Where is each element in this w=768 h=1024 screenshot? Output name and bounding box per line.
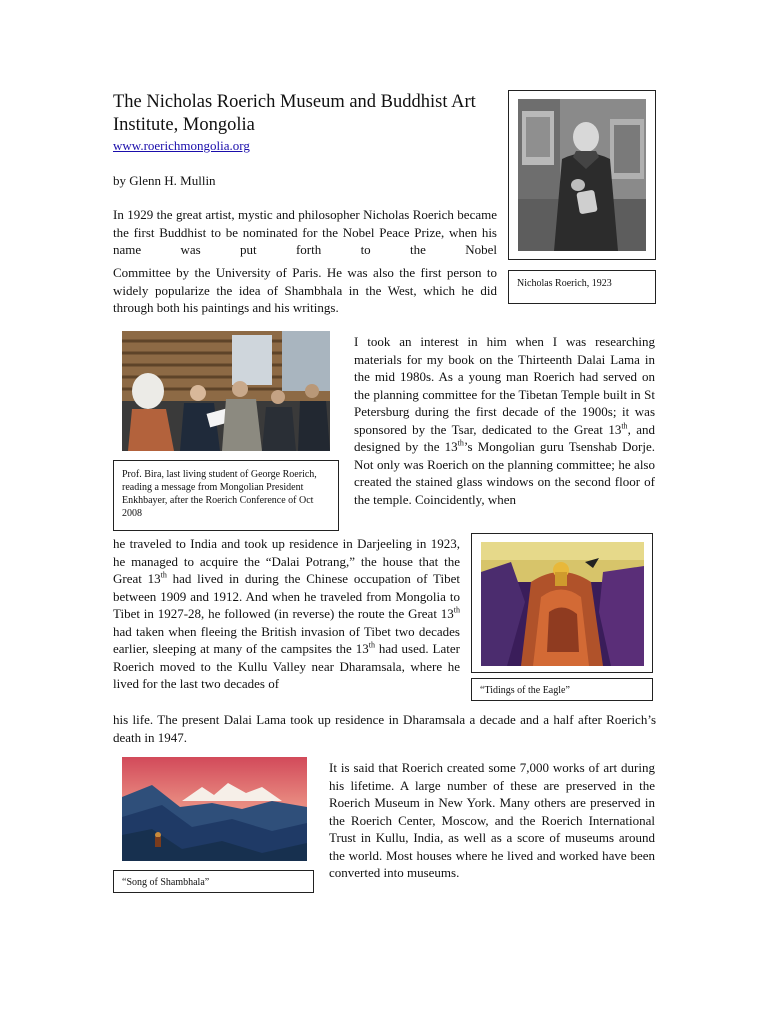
paragraph-interest-part-b: , and designed by the 13 (354, 421, 656, 454)
caption-bira-photo: Prof. Bira, last living student of George Roerich, reading a message from Mongolian President Enkhbayer, after the Roerich Conference of Oct 2008 (113, 460, 339, 531)
website-link[interactable]: www.roerichmongolia.org (113, 138, 250, 153)
paragraph-darjeeling-part-b: had lived in during the Chinese occupation of Tibet between 1909 and 1912. And when he traveled from Mongolia to Tibet in 1927-28, he followed (in reverse) the route the Great 13 (113, 571, 460, 621)
paragraph-interest-part-c: ’s Mongolian guru Tsenshab Dorje. Not only was Roerich on the planning committee; he also created the stained glass windows on the second floor of the temple. Coincidently, when (354, 439, 655, 507)
bira-group-image (122, 331, 330, 451)
superscript-th: th (457, 438, 464, 448)
superscript-th: th (453, 605, 460, 615)
caption-tidings: “Tidings of the Eagle” (471, 678, 653, 701)
bira-photo-frame (113, 324, 339, 456)
paragraph-darjeeling-part-c: had taken when fleeing the British invasion of Tibet two decades earlier, sleeping at many of the campsites the 13 (113, 623, 460, 656)
superscript-th: th (368, 640, 375, 650)
byline: by Glenn H. Mullin (113, 173, 216, 188)
caption-roerich-photo: Nicholas Roerich, 1923 (508, 270, 656, 304)
paragraph-darjeeling-part-d: had used. Later Roerich moved to the Kullu Valley near Dharamsala, where he lived for the last two decades of (113, 641, 460, 691)
paragraph-works: It is said that Roerich created some 7,000 works of art during his lifetime. A large number of these are preserved in the Roerich Museum in New York. Many others are preserved in the Roerich Center, Moscow, and the Roerich International Trust in Kullu, India, as well as a score of museums around the world. Most houses where he lived and worked have been converted into museums. (329, 760, 655, 880)
superscript-th: th (160, 570, 167, 580)
roerich-photo-frame (508, 90, 656, 260)
song-of-shambhala-image (122, 757, 307, 861)
paragraph-interest (354, 333, 655, 508)
caption-shambhala: “Song of Shambhala” (113, 870, 314, 893)
shambhala-painting-frame (113, 749, 314, 867)
tidings-of-the-eagle-image (481, 542, 644, 666)
roerich-portrait-image (518, 99, 646, 251)
paragraph-darjeeling-part-a: he traveled to India and took up residence in Darjeeling in 1923, he managed to acquire the “Dalai Potrang,” the house that the Great 13 (113, 536, 460, 586)
superscript-th: th (621, 421, 628, 431)
paragraph-intro: In 1929 the great artist, mystic and philosopher Nicholas Roerich became the first Buddhist to be nominated for the Nobel Peace Prize, when his name was put forth to the Nobel (113, 207, 497, 257)
paragraph-interest-part-a: I took an interest in him when I was researching materials for my book on the Thirteenth Dalai Lama in the mid 1980s. As a young man Roerich had served on the planning committee for the Tibetan Temple built in St Petersburg during the first decade of the 1900s; it was sponsored by the Tsar, dedicated to the Great 13 (354, 334, 655, 437)
paragraph-intro-continued: Committee by the University of Paris. He was also the first person to widely popularize the idea of Shambhala in the West, which he did through both his paintings and his writings. (113, 265, 497, 315)
paragraph-darjeeling (113, 535, 460, 693)
paragraph-darjeeling-continued: his life. The present Dalai Lama took up residence in Dharamsala a decade and a half after Roerich’s death in 1947. (113, 712, 656, 745)
tidings-painting-frame (471, 533, 653, 673)
article-title: The Nicholas Roerich Museum and Buddhist Art Institute, Mongolia (113, 92, 476, 135)
